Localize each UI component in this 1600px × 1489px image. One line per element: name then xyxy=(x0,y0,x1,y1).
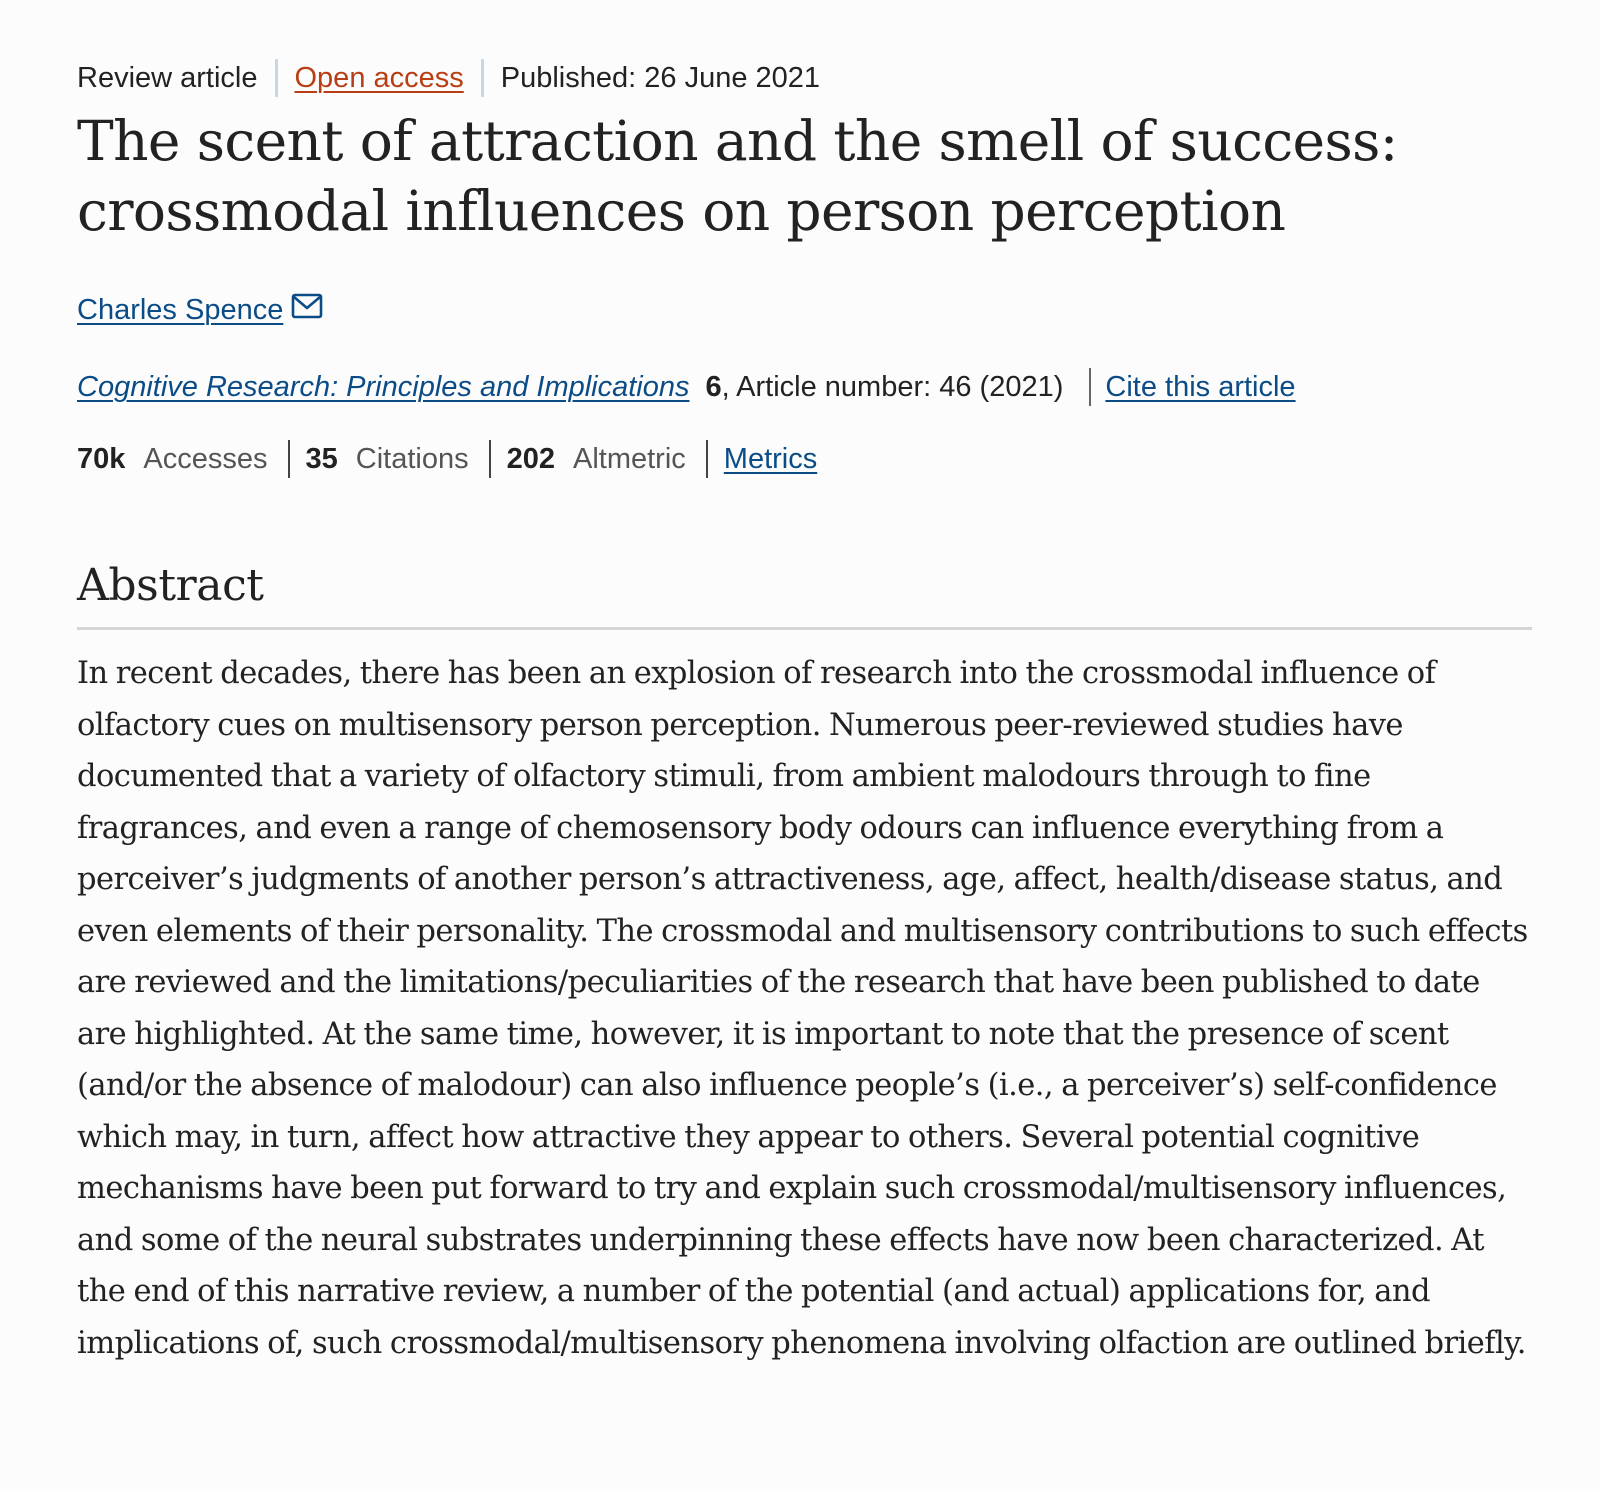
meta-divider xyxy=(481,59,484,97)
altmetric-score: 202 xyxy=(506,443,555,475)
accesses-label: Accesses xyxy=(143,443,268,475)
metrics-link[interactable]: Metrics xyxy=(723,443,818,475)
metrics-divider xyxy=(706,440,708,478)
abstract-divider xyxy=(77,627,1532,630)
altmetric-label: Altmetric xyxy=(572,443,686,475)
article-title: The scent of attraction and the smell of success: crossmodal influences on person perception xyxy=(77,109,1398,243)
published-date: Published: 26 June 2021 xyxy=(500,62,821,94)
article-metrics xyxy=(77,439,1532,479)
abstract-heading: Abstract xyxy=(77,560,264,611)
journal-volume: 6 xyxy=(705,371,722,403)
mail-icon[interactable] xyxy=(291,291,323,319)
open-access-link[interactable]: Open access xyxy=(294,62,464,94)
article-number: , Article number: 46 (2021) xyxy=(721,371,1064,403)
cite-article-link[interactable]: Cite this article xyxy=(1105,371,1296,403)
metrics-divider xyxy=(489,440,491,478)
abstract-text: In recent decades, there has been an explosion of research into the crossmodal influence of olfactory cues on multisensory person perception. Numerous peer-reviewed studies have documented that a variety of olfactory stimuli, from ambient malodours through to fine fragrances, and even a range of chemosensory body odours can influence everything from a perceiver’s judgments of another person’s attractiveness, age, affect, health/disease status, and even elements of their personality. The crossmodal and multisensory contributions to such effects are reviewed and the limitations/peculiarities of the research that have been published to date are highlighted. At the same time, however, it is important to note that the presence of scent (and/or the absence of malodour) can also influence people’s (i.e., a perceiver’s) self-confidence which may, in turn, affect how attractive they appear to others. Several potential cognitive mechanisms have been put forward to try and explain such crossmodal/multisensory influences, and some of the neural substrates underpinning these effects have now been characterized. At the end of this narrative review, a number of the potential (and actual) applications for, and implications of, such crossmodal/multisensory phenomena involving olfaction are outlined briefly. xyxy=(77,656,1528,1361)
journal-info xyxy=(77,367,1532,407)
journal-divider xyxy=(1089,368,1091,406)
author-list xyxy=(77,290,1532,330)
metrics-divider xyxy=(288,440,290,478)
citations-label: Citations xyxy=(355,443,469,475)
citations-count: 35 xyxy=(305,443,338,475)
article-header xyxy=(77,58,1532,1369)
article-type: Review article xyxy=(77,62,258,94)
accesses-count: 70k xyxy=(77,443,126,475)
journal-link[interactable]: Cognitive Research: Principles and Implications xyxy=(77,371,690,403)
author-link[interactable]: Charles Spence xyxy=(77,294,284,326)
article-meta xyxy=(77,58,1532,98)
meta-divider xyxy=(275,59,278,97)
